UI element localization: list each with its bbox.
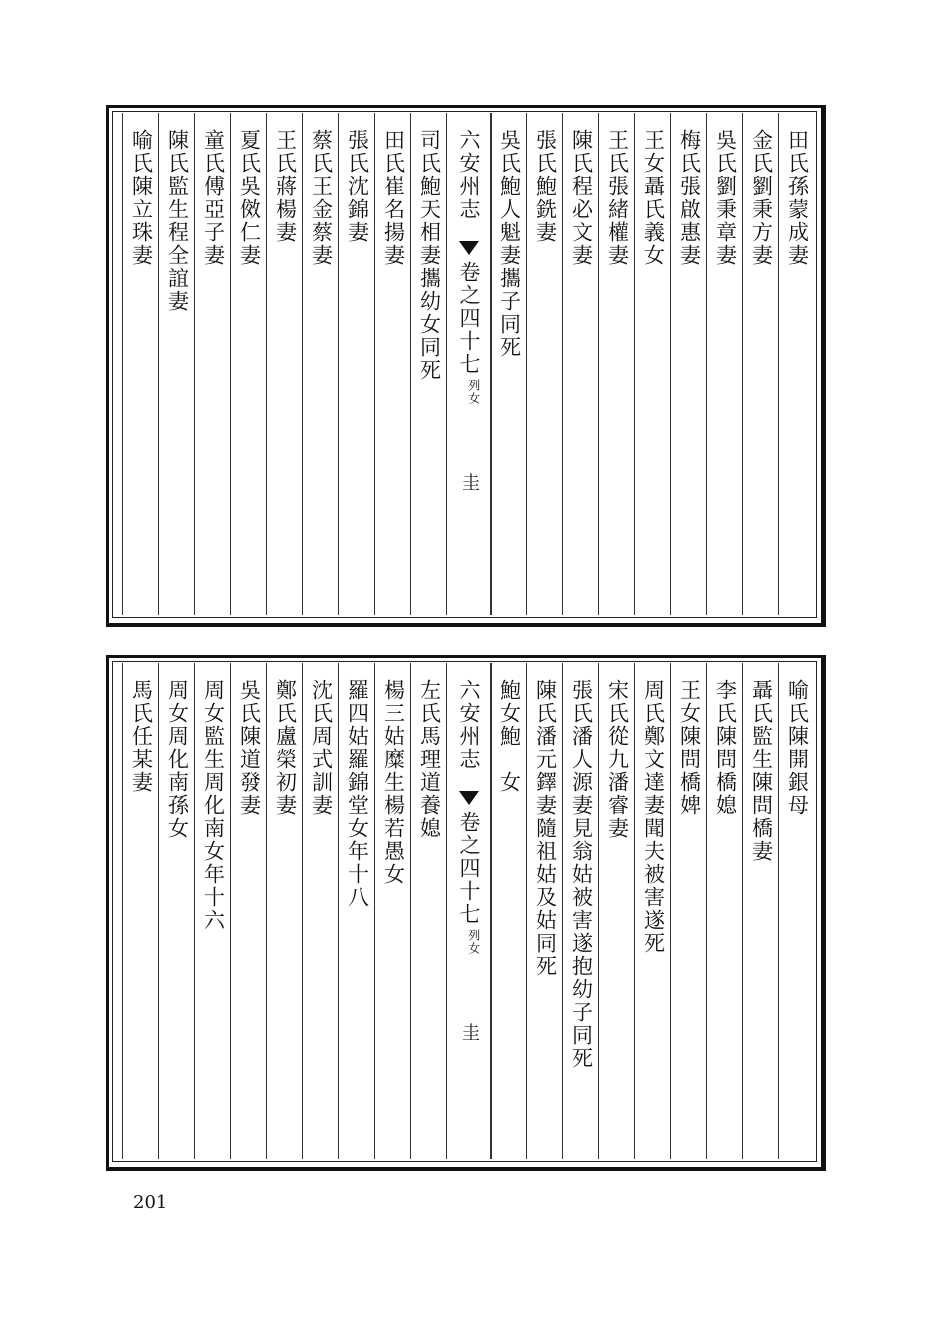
fish-tail-mark-icon — [459, 241, 479, 255]
entry-text: 陳氏潘元鐸妻隨祖姑及姑同死 — [533, 679, 558, 978]
text-column — [490, 663, 527, 1159]
book-title: 六安州志 — [457, 129, 481, 221]
text-column — [374, 113, 411, 615]
text-column — [778, 663, 815, 1159]
volume-label: 卷之四十七 — [457, 811, 481, 926]
text-column — [230, 663, 267, 1159]
entry-text: 張氏鮑銑妻 — [533, 129, 558, 244]
category-label: 列女 — [466, 929, 481, 955]
entry-text: 左氏馬理道養媳 — [417, 679, 442, 840]
text-column — [410, 113, 447, 615]
entry-text: 周氏鄭文達妻聞夫被害遂死 — [641, 679, 666, 955]
entry-text: 馬氏任某妻 — [129, 679, 154, 794]
entry-text: 喻氏陳開銀母 — [785, 679, 810, 817]
entry-text: 陳氏監生程全誼妻 — [165, 129, 190, 313]
volume-label: 卷之四十七 — [457, 261, 481, 376]
entry-text: 金氏劉秉方妻 — [749, 129, 774, 267]
text-column — [374, 663, 411, 1159]
text-column — [670, 663, 707, 1159]
text-column — [706, 663, 743, 1159]
text-column — [742, 113, 779, 615]
entry-text: 王氏蔣楊妻 — [273, 129, 298, 244]
entry-text: 鄭氏盧榮初妻 — [273, 679, 298, 817]
entry-text: 喻氏陳立珠妻 — [129, 129, 154, 267]
text-column — [338, 113, 375, 615]
entry-text: 周女監生周化南女年十六 — [201, 679, 226, 932]
text-column — [122, 663, 159, 1159]
text-column — [634, 113, 671, 615]
entry-text: 張氏沈錦妻 — [345, 129, 370, 244]
text-column — [526, 113, 563, 615]
entry-text: 聶氏監生陳問橋妻 — [749, 679, 774, 863]
entry-text: 司氏鮑天相妻攜幼女同死 — [417, 129, 442, 382]
text-column — [338, 663, 375, 1159]
entry-text: 張氏潘人源妻見翁姑被害遂抱幼子同死 — [569, 679, 594, 1070]
page-number: 201 — [133, 1192, 168, 1213]
entry-text: 梅氏張啟惠妻 — [677, 129, 702, 267]
entry-text: 蔡氏王金蔡妻 — [309, 129, 334, 267]
text-column — [706, 113, 743, 615]
entry-text: 王女陳問橋婢 — [677, 679, 702, 817]
text-column — [526, 663, 563, 1159]
text-column — [158, 663, 195, 1159]
entry-text: 王氏張緒權妻 — [605, 129, 630, 267]
center-header-column — [446, 663, 492, 1159]
fish-tail-mark-icon — [459, 791, 479, 805]
entry-text: 田氏孫蒙成妻 — [785, 129, 810, 267]
entry-text: 沈氏周式訓妻 — [309, 679, 334, 817]
entry-text: 王女聶氏義女 — [641, 129, 666, 267]
entry-text: 鮑女鮑 女 — [497, 679, 522, 794]
entry-text: 周女周化南孫女 — [165, 679, 190, 840]
center-header-column — [446, 113, 492, 615]
text-column — [230, 113, 267, 615]
text-column — [598, 113, 635, 615]
text-column — [194, 113, 231, 615]
entry-text: 童氏傅亞子妻 — [201, 129, 226, 267]
text-column — [598, 663, 635, 1159]
text-column — [670, 113, 707, 615]
text-column — [266, 663, 303, 1159]
entry-text: 吳氏鮑人魁妻攜子同死 — [497, 129, 522, 359]
entry-text: 吳氏劉秉章妻 — [713, 129, 738, 267]
entry-text: 陳氏程必文妻 — [569, 129, 594, 267]
text-column — [490, 113, 527, 615]
category-label: 列女 — [466, 379, 481, 405]
entry-text: 吳氏陳道發妻 — [237, 679, 262, 817]
entry-text: 田氏崔名揚妻 — [381, 129, 406, 267]
entry-text: 李氏陳問橋媳 — [713, 679, 738, 817]
text-column — [562, 113, 599, 615]
entry-text: 羅四姑羅錦堂女年十八 — [345, 679, 370, 909]
text-column — [742, 663, 779, 1159]
text-column — [158, 113, 195, 615]
text-column — [410, 663, 447, 1159]
folio-number: 圭 — [459, 473, 480, 491]
text-column — [778, 113, 815, 615]
folio-number: 圭 — [459, 1023, 480, 1041]
book-title: 六安州志 — [457, 679, 481, 771]
text-column — [562, 663, 599, 1159]
bottom-page-panel — [106, 655, 826, 1171]
text-column — [194, 663, 231, 1159]
entry-text: 夏氏吳傚仁妻 — [237, 129, 262, 267]
entry-text: 宋氏從九潘睿妻 — [605, 679, 630, 840]
text-column — [266, 113, 303, 615]
text-column — [634, 663, 671, 1159]
text-column — [302, 113, 339, 615]
text-column — [302, 663, 339, 1159]
entry-text: 楊三姑糜生楊若愚女 — [381, 679, 406, 886]
text-column — [122, 113, 159, 615]
top-page-panel — [106, 105, 826, 627]
